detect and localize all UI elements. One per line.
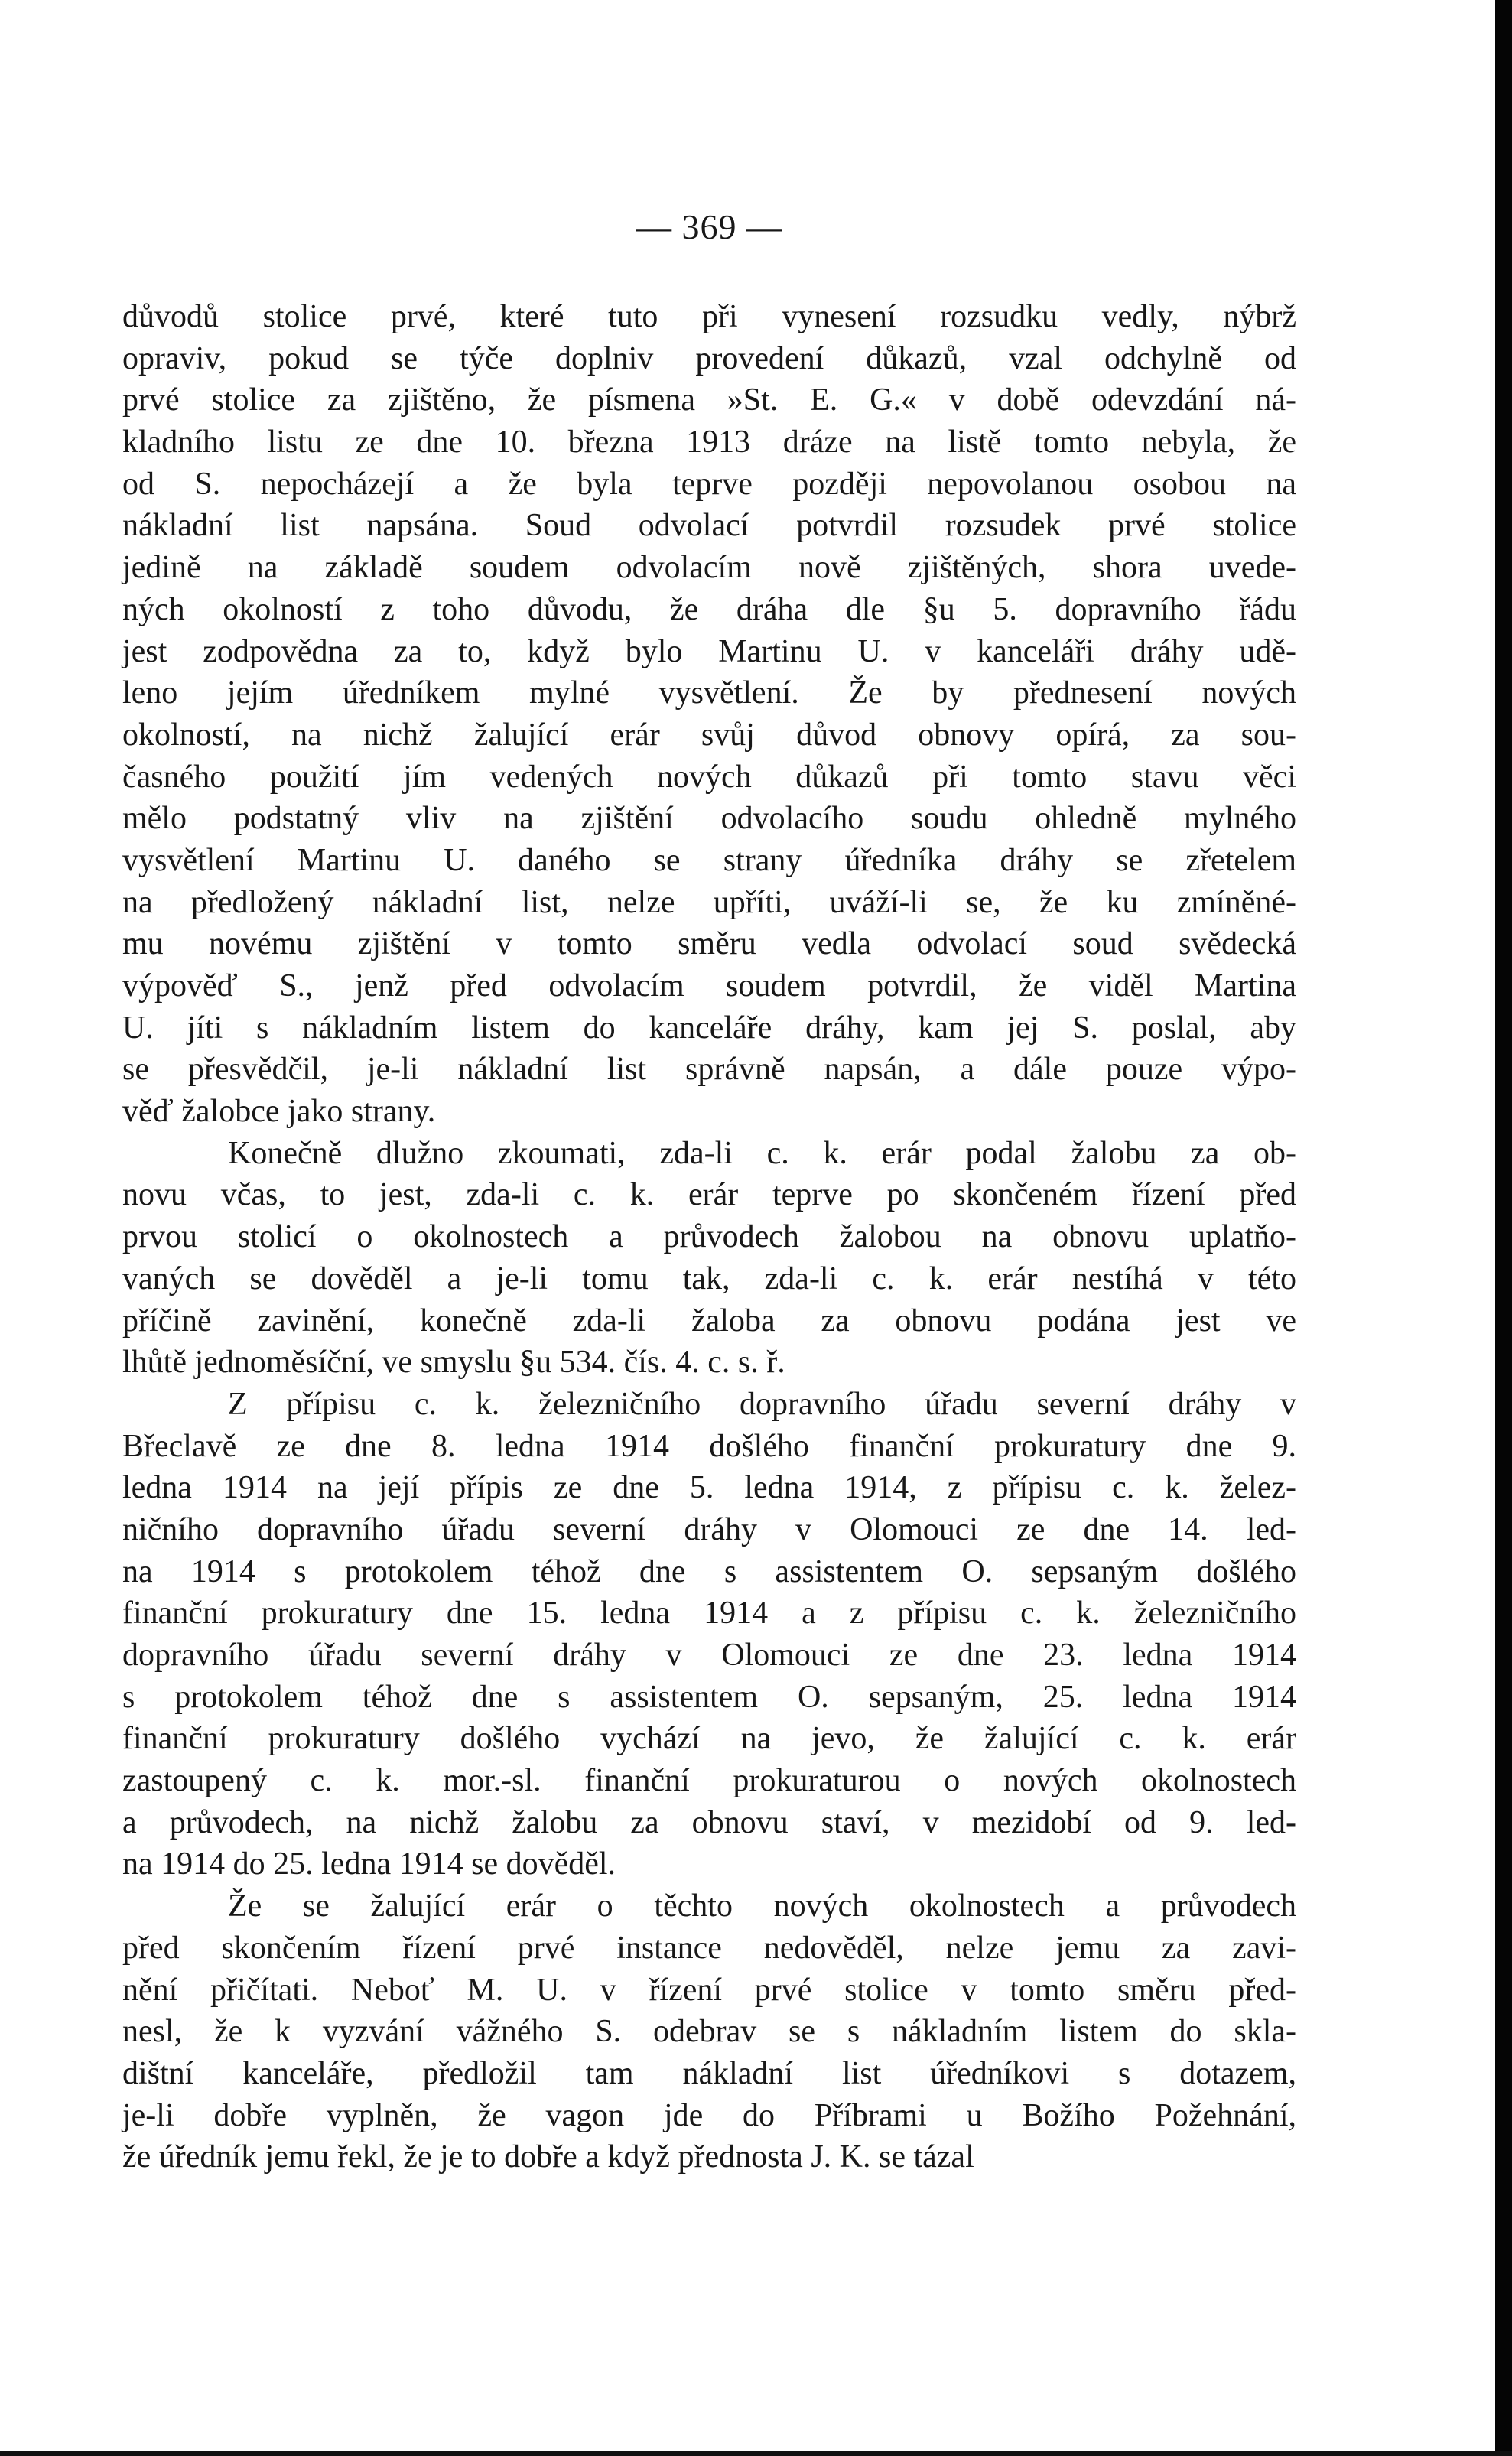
text-line: jest zodpovědna za to, když bylo Martinu U. v kanceláři dráhy udě- (122, 633, 1296, 669)
text-line: Konečně dlužno zkoumati, zda-li c. k. erár podal žalobu za ob- (228, 1135, 1296, 1171)
text-line: opraviv, pokud se týče doplniv provedení důkazů, vzal odchylně od (122, 340, 1296, 376)
body-text (122, 296, 1296, 2178)
text-line: kladního listu ze dne 10. března 1913 dráze na listě tomto nebyla, že (122, 425, 1296, 460)
text-line: Že se žalující erár o těchto nových okolnostech a průvodech (228, 1888, 1296, 1924)
text-line: jedině na základě soudem odvolacím nově zjištěných, shora uvede- (122, 550, 1296, 586)
text-line: ledna 1914 na její přípis ze dne 5. ledna 1914, z přípisu c. k. želez- (122, 1470, 1296, 1506)
text-line: na 1914 do 25. ledna 1914 se dověděl. (122, 1846, 616, 1882)
text-line: se přesvědčil, je-li nákladní list správně napsán, a dále pouze výpo- (122, 1052, 1296, 1088)
page-number: — 369 — (636, 207, 782, 246)
text-line: na 1914 s protokolem téhož dne s assistentem O. sepsaným došlého (122, 1553, 1296, 1589)
text-line: příčině zavinění, konečně zda-li žaloba za obnovu podána jest ve (122, 1303, 1296, 1339)
paragraph (122, 1133, 1296, 1384)
text-line: na předložený nákladní list, nelze upříti, uváží-li se, že ku zmíněné- (122, 884, 1296, 920)
text-line: že úředník jemu řekl, že je to dobře a když přednosta J. K. se tázal (122, 2139, 974, 2175)
text-line: lhůtě jednoměsíční, ve smyslu §u 534. čís. 4. c. s. ř. (122, 1345, 785, 1381)
text-line: od S. nepocházejí a že byla teprve později nepovolanou osobou na (122, 466, 1296, 502)
text-line: ničního dopravního úřadu severní dráhy v Olomouci ze dne 14. led- (122, 1511, 1296, 1547)
text-line: a průvodech, na nichž žalobu za obnovu staví, v mezidobí od 9. led- (122, 1804, 1296, 1840)
text-line: zastoupený c. k. mor.-sl. finanční prokuraturou o nových okolnostech (122, 1763, 1296, 1799)
scan-edge-right (1495, 0, 1512, 2456)
text-line: časného použití jím vedených nových důkazů při tomto stavu věci (122, 759, 1296, 795)
text-line: je-li dobře vyplněn, že vagon jde do Příbrami u Božího Požehnání, (122, 2097, 1296, 2133)
text-line: důvodů stolice prvé, které tuto při vynesení rozsudku vedly, nýbrž (122, 299, 1296, 334)
text-line: výpověď S., jenž před odvolacím soudem potvrdil, že viděl Martina (122, 968, 1296, 1004)
text-line: leno jejím úředníkem mylné vysvětlení. Že by přednesení nových (122, 675, 1296, 711)
text-line: dištní kanceláře, předložil tam nákladní list úředníkovi s dotazem, (122, 2055, 1296, 2091)
text-line: Břeclavě ze dne 8. ledna 1914 došlého finanční prokuratury dne 9. (122, 1428, 1296, 1464)
text-line: nění přičítati. Neboť M. U. v řízení prvé stolice v tomto směru před- (122, 1972, 1296, 2008)
text-line: novu včas, to jest, zda-li c. k. erár teprve po skončeném řízení před (122, 1177, 1296, 1213)
text-line: dopravního úřadu severní dráhy v Olomouci ze dne 23. ledna 1914 (122, 1638, 1296, 1673)
text-line: s protokolem téhož dne s assistentem O. sepsaným, 25. ledna 1914 (122, 1679, 1296, 1715)
text-line: prvé stolice za zjištěno, že písmena »St. E. G.« v době odevzdání ná- (122, 382, 1296, 418)
text-line: U. jíti s nákladním listem do kanceláře dráhy, kam jej S. poslal, aby (122, 1010, 1296, 1046)
text-line: prvou stolicí o okolnostech a průvodech žalobou na obnovu uplatňo- (122, 1219, 1296, 1255)
text-line: nákladní list napsána. Soud odvolací potvrdil rozsudek prvé stolice (122, 508, 1296, 544)
text-line: mu novému zjištění v tomto směru vedla odvolací soud svědecká (122, 926, 1296, 962)
text-line: Z přípisu c. k. železničního dopravního úřadu severní dráhy v (228, 1386, 1296, 1422)
paragraph (122, 1885, 1296, 2178)
text-line: finanční prokuratury došlého vychází na jevo, že žalující c. k. erár (122, 1721, 1296, 1757)
text-line: vysvětlení Martinu U. daného se strany úředníka dráhy se zřetelem (122, 842, 1296, 878)
text-line: okolností, na nichž žalující erár svůj důvod obnovy opírá, za sou- (122, 717, 1296, 753)
text-line: ných okolností z toho důvodu, že dráha dle §u 5. dopravního řádu (122, 591, 1296, 627)
text-line: finanční prokuratury dne 15. ledna 1914 a z přípisu c. k. železničního (122, 1596, 1296, 1631)
text-line: vaných se dověděl a je-li tomu tak, zda-li c. k. erár nestíhá v této (122, 1261, 1296, 1296)
paragraph (122, 296, 1296, 1133)
text-line: nesl, že k vyzvání vážného S. odebrav se s nákladním listem do skla- (122, 2014, 1296, 2050)
scan-edge-bottom (0, 2451, 1512, 2456)
paragraph (122, 1384, 1296, 1885)
document-page (122, 207, 1296, 2178)
text-line: věď žalobce jako strany. (122, 1094, 436, 1130)
text-line: mělo podstatný vliv na zjištění odvolacího soudu ohledně mylného (122, 801, 1296, 837)
text-line: před skončením řízení prvé instance nedověděl, nelze jemu za zavi- (122, 1930, 1296, 1966)
